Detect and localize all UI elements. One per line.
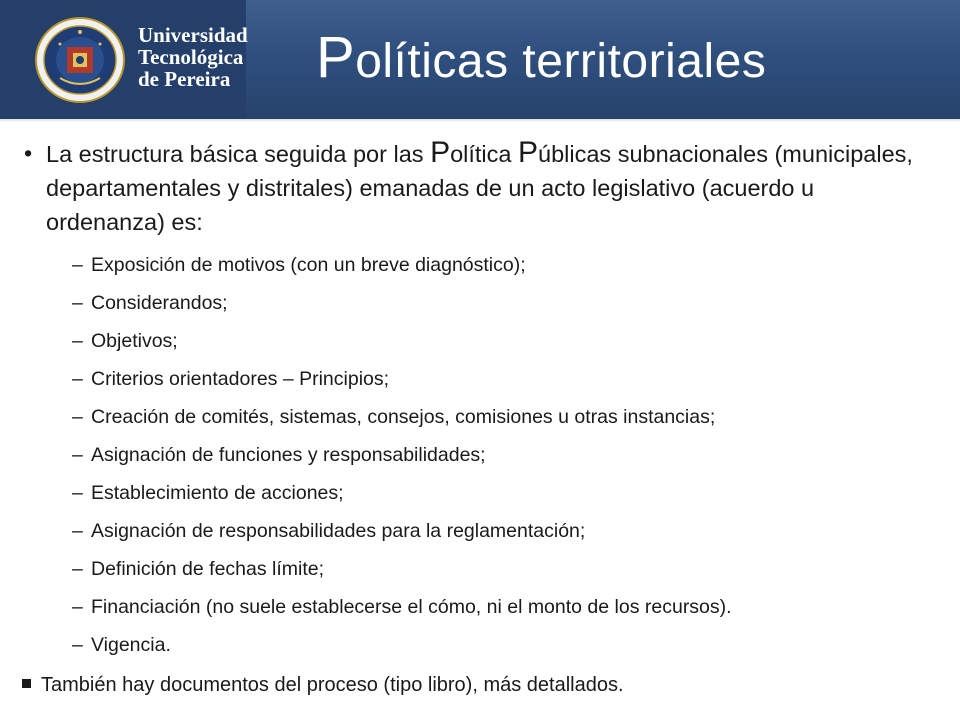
square-bullet-icon: [22, 679, 31, 688]
dash-icon: –: [72, 254, 83, 276]
dash-icon: –: [72, 634, 83, 656]
intro-part-3: úblicas subnacionales (municipales, departamentales y distritales) emanadas de un acto legislativo (acuerdo u ordenanza) es:: [46, 141, 913, 235]
intro-part-2: olítica: [450, 141, 518, 167]
slide-title: [316, 24, 766, 91]
university-logo: [0, 0, 246, 119]
university-name-line-3: de Pereira: [138, 67, 231, 91]
dash-icon: –: [72, 558, 83, 580]
bullet-icon: •: [24, 140, 33, 166]
list-item: – Financiación (no suele establecerse el cómo, ni el monto de los recursos).: [72, 596, 732, 618]
list-item: – Criterios orientadores – Principios;: [72, 368, 390, 390]
dash-icon: –: [72, 368, 83, 390]
list-item: – Objetivos;: [72, 330, 178, 352]
list-item: – Asignación de funciones y responsabilidades;: [72, 444, 486, 466]
dash-icon: –: [72, 520, 83, 542]
dash-icon: –: [72, 292, 83, 314]
list-item: – Considerandos;: [72, 292, 228, 314]
university-name-line-1: Universidad: [138, 23, 248, 47]
dash-icon: –: [72, 482, 83, 504]
list-item: – Definición de fechas límite;: [72, 558, 325, 580]
dash-icon: –: [72, 406, 83, 428]
intro-paragraph: [24, 136, 926, 239]
footer-note: [22, 674, 624, 697]
dash-icon: –: [72, 596, 83, 618]
university-seal-icon: [34, 16, 126, 104]
dash-icon: –: [72, 444, 83, 466]
footer-note-text: También hay documentos del proceso (tipo libro), más detallados.: [41, 674, 624, 696]
slide-title-rest: olíticas territoriales: [355, 35, 767, 88]
intro-cap-1: P: [430, 136, 451, 169]
list-item: – Vigencia.: [72, 634, 171, 656]
university-name-line-2: Tecnológica: [138, 45, 244, 69]
dash-icon: –: [72, 330, 83, 352]
intro-part-1: La estructura básica seguida por las: [46, 141, 431, 167]
university-name: [138, 24, 248, 90]
list-item: – Exposición de motivos (con un breve diagnóstico);: [72, 254, 526, 276]
slide-title-initial: P: [316, 25, 356, 90]
list-item: – Asignación de responsabilidades para la reglamentación;: [72, 520, 586, 542]
list-item: – Establecimiento de acciones;: [72, 482, 344, 504]
intro-cap-2: P: [518, 136, 539, 169]
list-item: – Creación de comités, sistemas, consejos, comisiones u otras instancias;: [72, 406, 716, 428]
